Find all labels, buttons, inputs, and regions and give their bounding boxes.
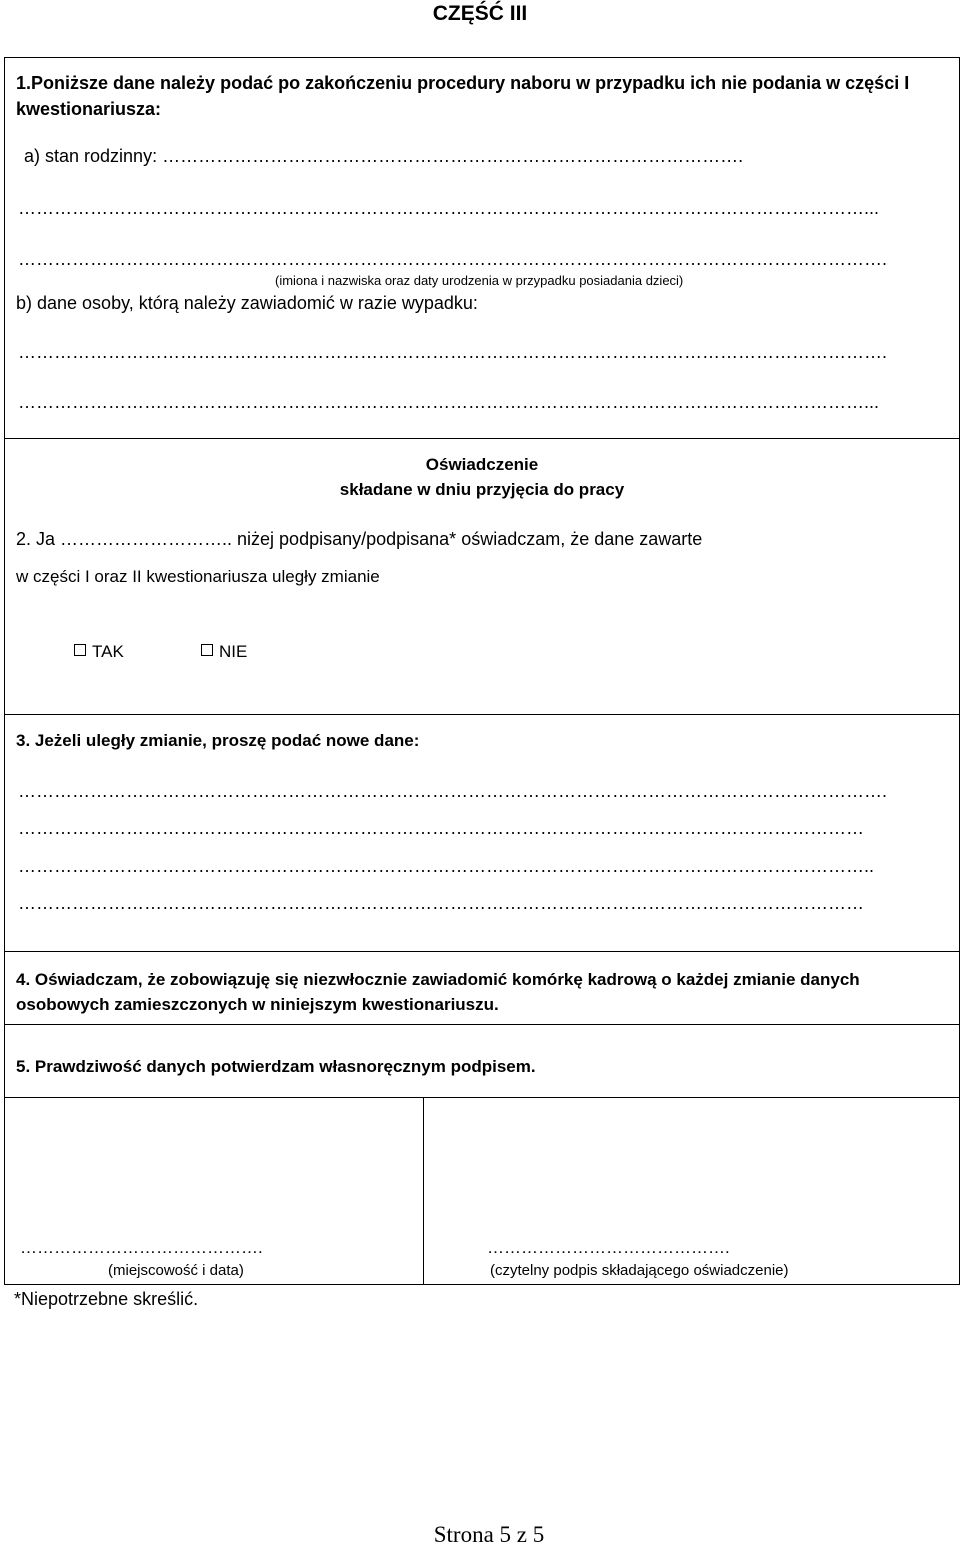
page-title: CZĘŚĆ III — [432, 2, 528, 25]
emergency-contact-label: b) dane osoby, którą należy zawiadomić w razie wypadku: — [16, 293, 478, 313]
emergency-contact-line-2[interactable]: ……………………………………………………………………………………………………………………………... — [18, 392, 880, 412]
emergency-contact-line-1[interactable]: ………………………………………………………………………………………………………………………………. — [18, 342, 888, 362]
new-data-line-1[interactable]: ………………………………………………………………………………………………………………………………. — [18, 781, 888, 801]
new-data-line-3[interactable]: …………………………………………………………………………………………………………………………….. — [18, 856, 875, 876]
signature-divider — [423, 1097, 424, 1285]
new-data-line-2[interactable]: …………………………………………………………………………………………………………………………… — [18, 818, 864, 838]
divider-section3 — [4, 951, 960, 952]
family-status-line-3[interactable]: ………………………………………………………………………………………………………………………………. — [18, 249, 888, 269]
option-nie[interactable] — [201, 642, 247, 662]
declaration-line-2: w części I oraz II kwestionariusza uległy zmianie — [16, 567, 380, 586]
divider-section5 — [4, 1097, 960, 1098]
family-status-hint: (imiona i nazwiska oraz daty urodzenia w przypadku posiadania dzieci) — [275, 273, 684, 288]
declaration-title: Oświadczenie — [425, 455, 539, 474]
tak-checkbox[interactable] — [74, 644, 86, 656]
nie-checkbox[interactable] — [201, 644, 213, 656]
place-date-caption: (miejscowość i data) — [108, 1262, 244, 1279]
section5-text: 5. Prawdziwość danych potwierdzam własnoręcznym podpisem. — [16, 1057, 536, 1076]
declaration-name-line[interactable]: 2. Ja ……………………….. niżej podpisany/podpisana* oświadczam, że dane zawarte — [16, 529, 703, 549]
signature-caption: (czytelny podpis składającego oświadczenie) — [490, 1262, 789, 1279]
form-frame — [4, 57, 960, 1285]
family-status-field[interactable]: a) stan rodzinny: ……………………………………………………………………………………. — [24, 146, 744, 166]
section1-heading: 1.Poniższe dane należy podać po zakończeniu procedury naboru w przypadku ich nie podania w części I kwestionariusza: — [16, 73, 910, 119]
new-data-line-4[interactable]: …………………………………………………………………………………………………………………………… — [18, 893, 864, 913]
footnote: *Niepotrzebne skreślić. — [14, 1289, 199, 1309]
section4-text: 4. Oświadczam, że zobowiązuję się niezwłocznie zawiadomić komórkę kadrową o każdej zmianie danych osobowych zamieszczonych w niniejszym kwestionariuszu. — [16, 970, 860, 1014]
declaration-subtitle: składane w dniu przyjęcia do pracy — [339, 480, 625, 499]
divider-declaration — [4, 714, 960, 715]
tak-label: TAK — [92, 642, 124, 661]
option-tak[interactable] — [74, 642, 124, 662]
nie-label: NIE — [219, 642, 248, 661]
section3-heading: 3. Jeżeli uległy zmianie, proszę podać nowe dane: — [16, 731, 420, 750]
family-status-line-2[interactable]: ……………………………………………………………………………………………………………………………... — [18, 198, 880, 218]
divider-section1 — [4, 438, 960, 439]
place-date-field[interactable]: ……………………………………. — [20, 1238, 263, 1257]
divider-section4 — [4, 1024, 960, 1025]
page-number: Strona 5 z 5 — [433, 1522, 545, 1547]
signature-field[interactable]: ……………………………………. — [487, 1238, 730, 1257]
